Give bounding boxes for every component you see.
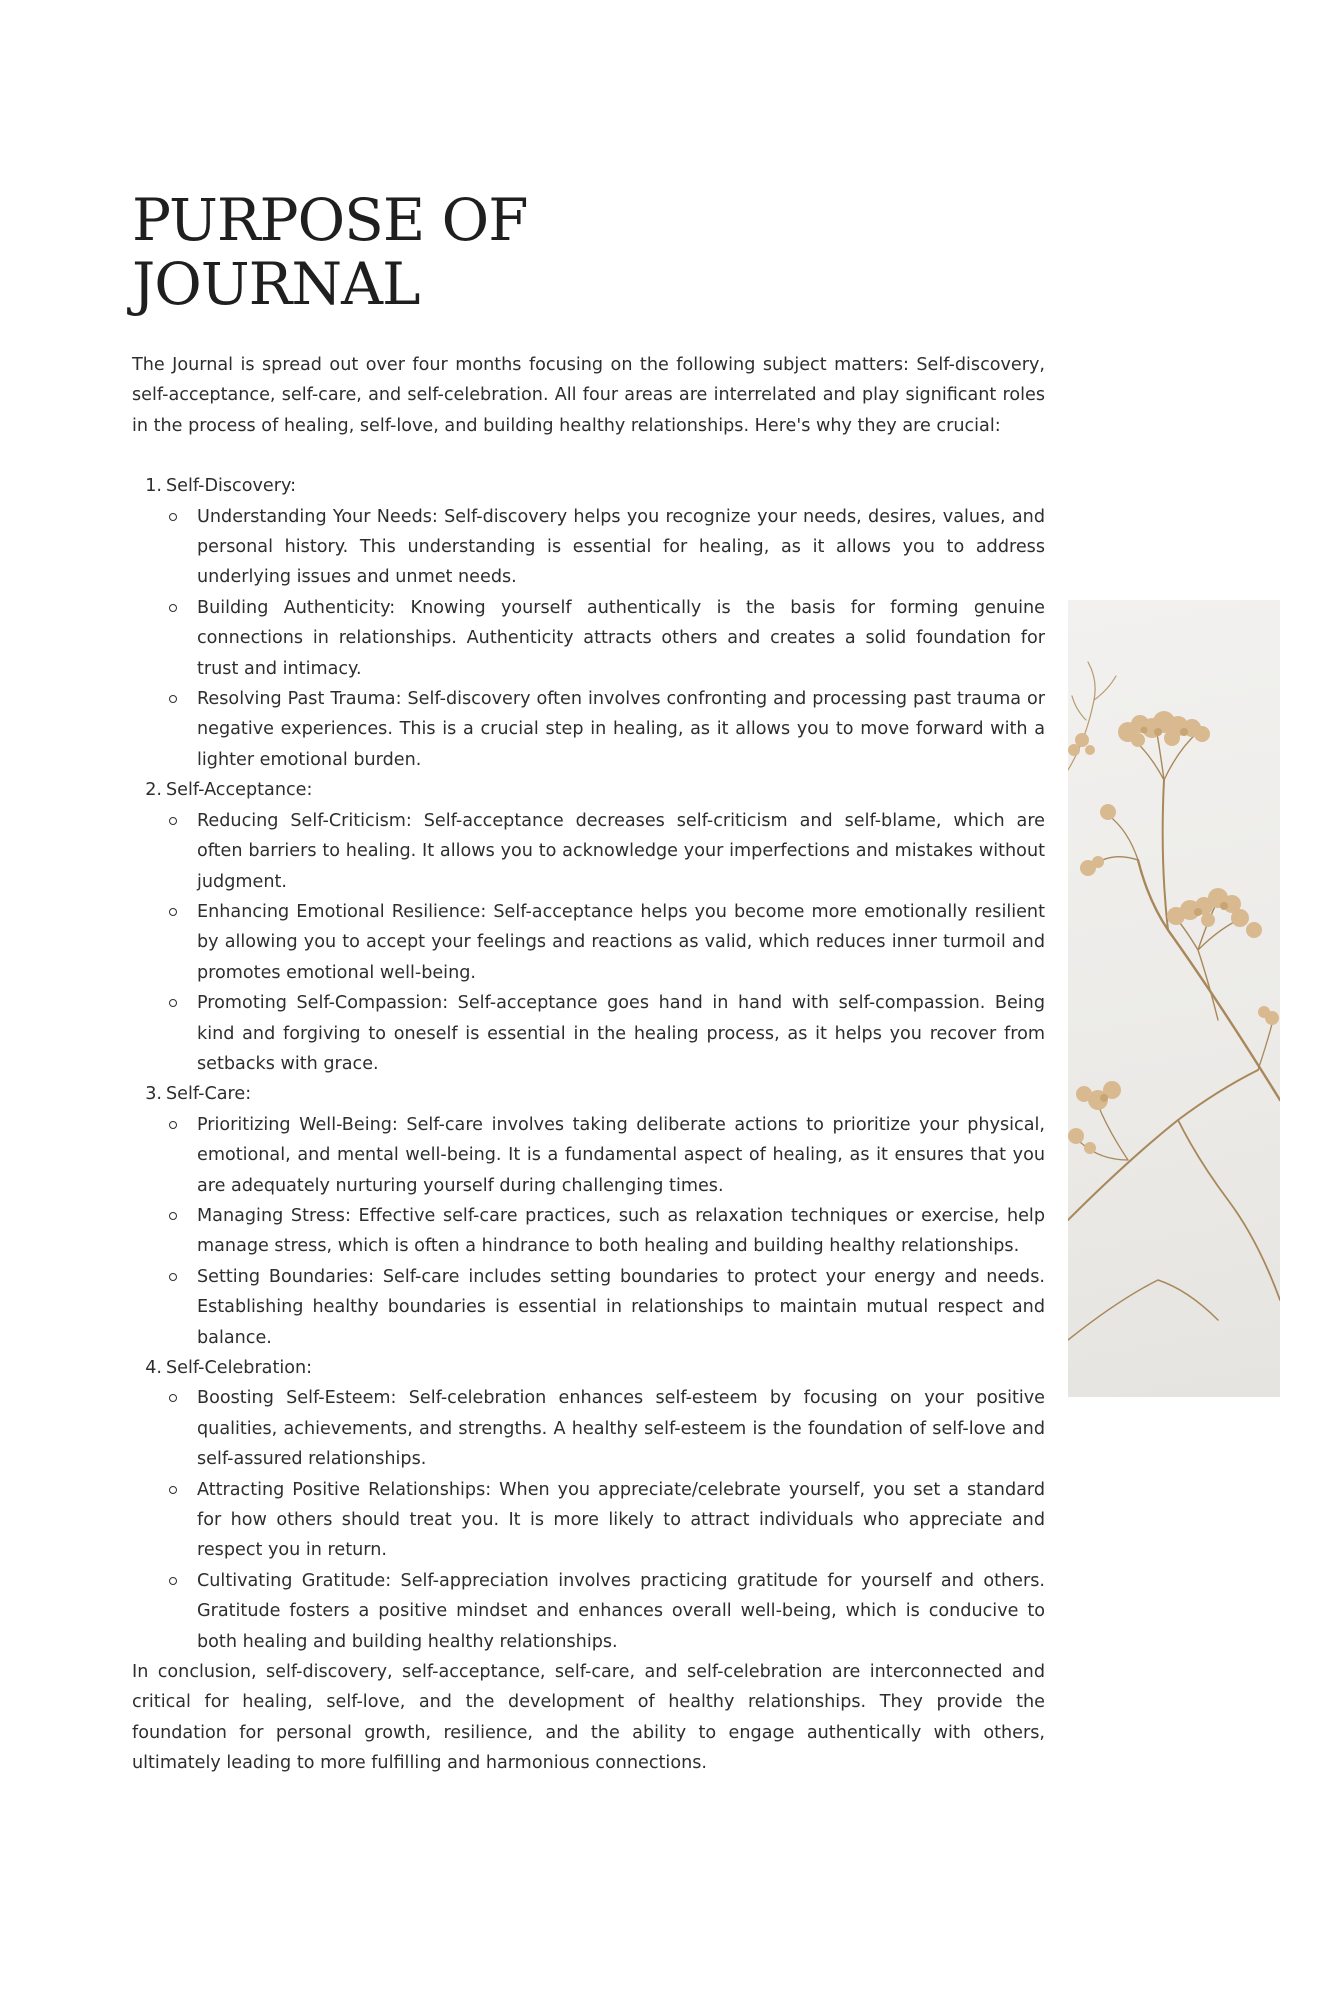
section-self-acceptance	[132, 775, 1045, 1079]
list-item-text: Understanding Your Needs: Self-discovery helps you recognize your needs, desires, values, and personal history. This understanding is essential for healing, as it allows you to address underlying issues and unmet needs.	[197, 506, 1045, 588]
section-points	[166, 806, 1045, 1080]
dried-flowers-photo	[1068, 600, 1280, 1397]
page-title-line-2: JOURNAL	[132, 250, 420, 318]
list-item-text: Resolving Past Trauma: Self-discovery often involves confronting and processing past trauma or negative experiences. This is a crucial step in healing, as it allows you to move forward with a lighter emotional burden.	[197, 689, 1045, 770]
hollow-circle-bullet-icon	[169, 1486, 177, 1494]
list-item	[166, 502, 1045, 593]
list-item-text: Cultivating Gratitude: Self-appreciation involves practicing gratitude for yourself and others. Gratitude fosters a positive mindset and enhances overall well-being, which is conducive to both healing and building healthy relationships.	[197, 1570, 1045, 1652]
paragraph-spacer	[132, 441, 1045, 471]
list-item	[166, 1262, 1045, 1353]
section-self-care	[132, 1079, 1045, 1353]
section-points	[166, 1110, 1045, 1353]
list-item	[166, 1110, 1045, 1201]
page-title-line-1: PURPOSE OF	[132, 186, 528, 254]
list-item-text: Promoting Self-Compassion: Self-acceptance goes hand in hand with self-compassion. Being kind and forgiving to oneself is essential in the healing process, as it helps you recover from setbacks with grace.	[197, 993, 1045, 1074]
section-label: Self-Discovery:	[166, 476, 297, 497]
list-item	[166, 806, 1045, 897]
list-item	[166, 593, 1045, 684]
section-label: Self-Acceptance:	[166, 780, 313, 801]
journal-purpose-body	[132, 350, 1045, 1779]
section-number: 4.	[145, 1358, 162, 1378]
hollow-circle-bullet-icon	[169, 817, 177, 825]
list-item-text: Managing Stress: Effective self-care practices, such as relaxation techniques or exercise, help manage stress, which is often a hindrance to both healing and building healthy relationships.	[197, 1205, 1045, 1257]
hollow-circle-bullet-icon	[169, 999, 177, 1007]
hollow-circle-bullet-icon	[169, 1121, 177, 1129]
list-item	[166, 684, 1045, 775]
section-label: Self-Celebration:	[166, 1358, 313, 1378]
section-points	[166, 1383, 1045, 1657]
section-self-celebration	[132, 1353, 1045, 1657]
list-item-text: Boosting Self-Esteem: Self-celebration enhances self-esteem by focusing on your positive qualities, achievements, and strengths. A healthy self-esteem is the foundation of self-love and self-assured relationships.	[197, 1388, 1045, 1470]
list-item	[166, 897, 1045, 988]
hollow-circle-bullet-icon	[169, 1394, 177, 1402]
sections-list	[132, 471, 1045, 1657]
hollow-circle-bullet-icon	[169, 695, 177, 703]
hollow-circle-bullet-icon	[169, 513, 177, 521]
list-item	[166, 1383, 1045, 1474]
list-item	[166, 1201, 1045, 1262]
dried-flowers-illustration	[1068, 600, 1280, 1397]
hollow-circle-bullet-icon	[169, 1273, 177, 1281]
section-self-discovery	[132, 471, 1045, 775]
list-item-text: Enhancing Emotional Resilience: Self-acceptance helps you become more emotionally resilient by allowing you to accept your feelings and reactions as valid, which reduces inner turmoil and promotes emotional well-being.	[197, 901, 1045, 983]
list-item-text: Prioritizing Well-Being: Self-care involves taking deliberate actions to prioritize your physical, emotional, and mental well-being. It is a fundamental aspect of healing, as it ensures that you are adequately nurturing yourself during challenging times.	[197, 1114, 1045, 1196]
section-number: 1.	[145, 476, 162, 497]
list-item-text: Setting Boundaries: Self-care includes setting boundaries to protect your energy and needs. Establishing healthy boundaries is essential in relationships to maintain mutual respect and balance.	[197, 1266, 1045, 1348]
section-number: 2.	[145, 780, 162, 801]
hollow-circle-bullet-icon	[169, 604, 177, 612]
list-item	[166, 1566, 1045, 1657]
section-number: 3.	[145, 1084, 162, 1105]
list-item-text: Reducing Self-Criticism: Self-acceptance decreases self-criticism and self-blame, which are often barriers to healing. It allows you to acknowledge your imperfections and mistakes without judgment.	[197, 810, 1045, 892]
section-points	[166, 502, 1045, 776]
list-item-text: Building Authenticity: Knowing yourself authentically is the basis for forming genuine connections in relationships. Authenticity attracts others and creates a solid foundation for trust and intimacy.	[197, 597, 1045, 679]
intro-paragraph: The Journal is spread out over four months focusing on the following subject matters: Self-discovery, self-acceptance, self-care, and self-celebration. All four areas are interrelated and play significant roles in the process of healing, self-love, and building healthy relationships. Here's why they are crucial:	[132, 355, 1045, 436]
list-item-text: Attracting Positive Relationships: When you appreciate/celebrate yourself, you set a standard for how others should treat you. It is more likely to attract individuals who appreciate and respect you in return.	[197, 1479, 1045, 1561]
list-item	[166, 1475, 1045, 1566]
page-title	[132, 188, 832, 316]
hollow-circle-bullet-icon	[169, 1577, 177, 1585]
section-label: Self-Care:	[166, 1084, 252, 1105]
list-item	[166, 988, 1045, 1079]
hollow-circle-bullet-icon	[169, 908, 177, 916]
closing-paragraph: In conclusion, self-discovery, self-acceptance, self-care, and self-celebration are interconnected and critical for healing, self-love, and the development of healthy relationships. They provide the foundation for personal growth, resilience, and the ability to engage authentically with others, ultimately leading to more fulfilling and harmonious connections.	[132, 1662, 1045, 1774]
hollow-circle-bullet-icon	[169, 1212, 177, 1220]
